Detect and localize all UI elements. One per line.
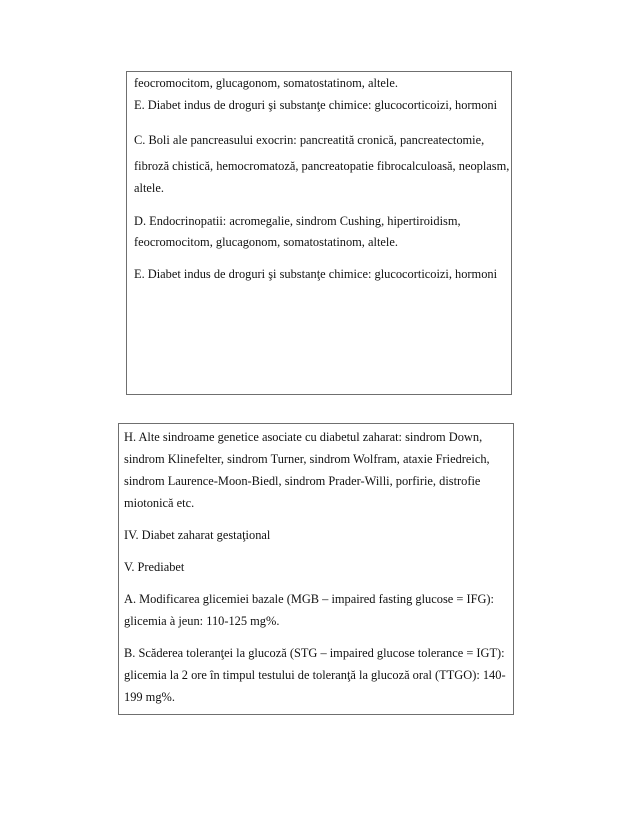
text-line: H. Alte sindroame genetice asociate cu diabetul zaharat: sindrom Down, (124, 430, 483, 444)
text-line: feocromocitom, glucagonom, somatostatinom, altele. (134, 76, 398, 90)
text-line: miotonică etc. (124, 496, 195, 510)
text-box-lower (118, 423, 514, 715)
text-line: sindrom Laurence-Moon-Biedl, sindrom Prader-Willi, porfirie, distrofie (124, 474, 481, 488)
text-line: altele. (134, 181, 164, 195)
text-line: B. Scăderea toleranţei la glucoză (STG – impaired glucose tolerance = IGT): (124, 646, 505, 660)
text-box-upper (126, 71, 512, 395)
text-line: V. Prediabet (124, 560, 185, 574)
text-line: glicemia la 2 ore în timpul testului de toleranţă la glucoză oral (TTGO): 140- (124, 668, 506, 682)
text-line: 199 mg%. (124, 690, 175, 704)
text-line: A. Modificarea glicemiei bazale (MGB – impaired fasting glucose = IFG): (124, 592, 494, 606)
text-line: feocromocitom, glucagonom, somatostatinom, altele. (134, 235, 398, 249)
text-line: E. Diabet indus de droguri şi substanţe chimice: glucocorticoizi, hormoni (134, 267, 498, 281)
text-line: glicemia à jeun: 110-125 mg%. (124, 614, 280, 628)
text-line: C. Boli ale pancreasului exocrin: pancreatită cronică, pancreatectomie, (134, 133, 485, 147)
text-line: sindrom Klinefelter, sindrom Turner, sindrom Wolfram, ataxie Friedreich, (124, 452, 490, 466)
text-line: D. Endocrinopatii: acromegalie, sindrom Cushing, hipertiroidism, (134, 214, 461, 228)
text-line: fibroză chistică, hemocromatoză, pancreatopatie fibrocalculoasă, neoplasm, (134, 159, 510, 173)
text-line: IV. Diabet zaharat gestaţional (124, 528, 271, 542)
text-line: E. Diabet indus de droguri şi substanţe chimice: glucocorticoizi, hormoni (134, 98, 498, 112)
